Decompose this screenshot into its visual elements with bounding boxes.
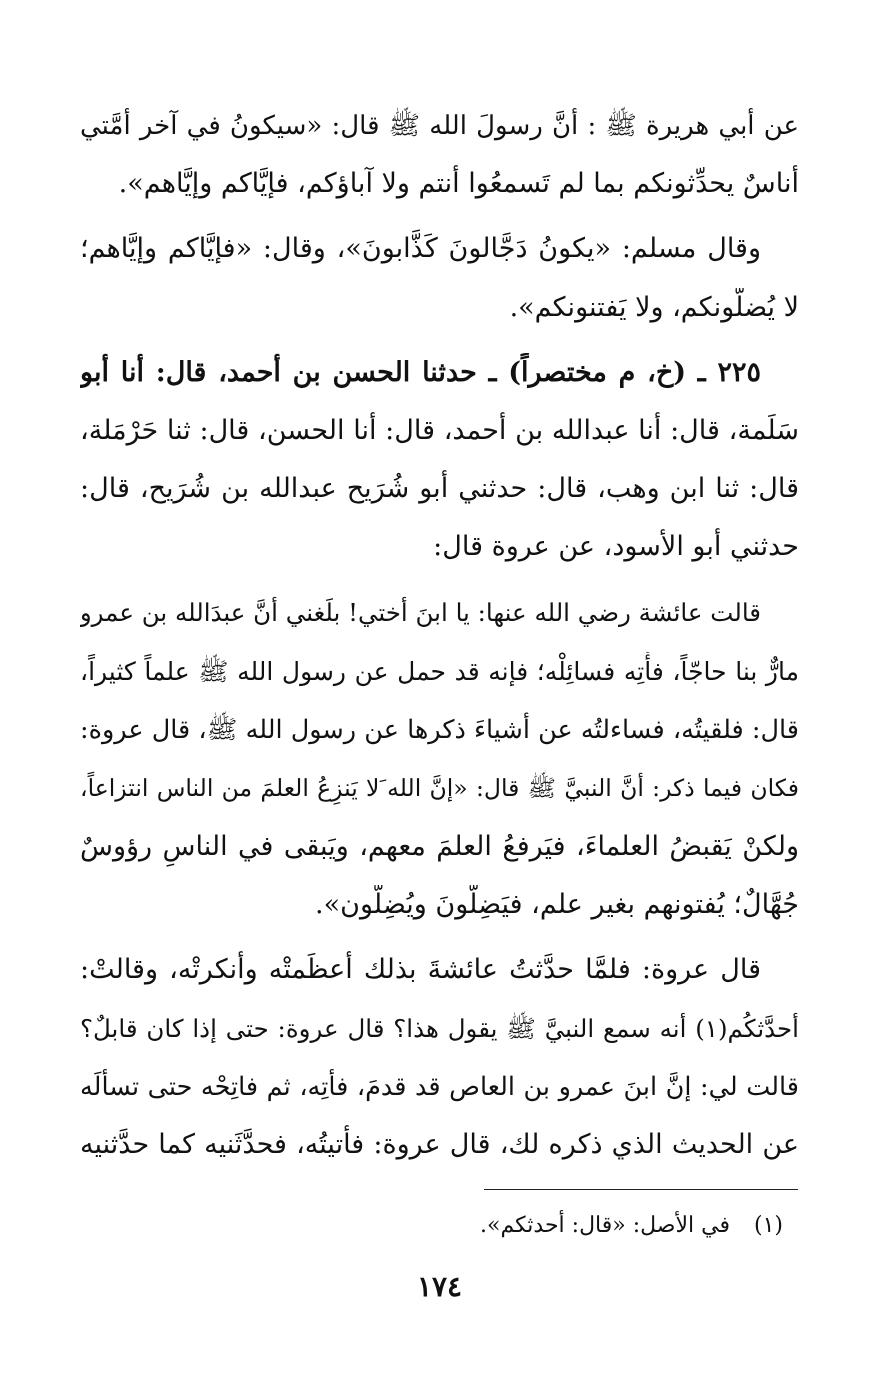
body-line: جُهَّالٌ؛ يُفتونهم بغير علم، فيَضِلُّونَ ويُضِلُّون».	[315, 889, 799, 920]
body-line: عن أبي هريرة ﷺ : أنَّ رسولَ الله ﷺ قال: «سيكونُ في آخر أمَّتي	[80, 111, 799, 141]
footnote-text: في الأصل: «قال: أحدثكم».	[480, 1213, 730, 1238]
body-line: فكان فيما ذكر: أنَّ النبيَّ ﷺ قال: «إنَّ الله َلا يَنزِعُ العلمَ من الناس انتزاعاً،	[80, 774, 799, 802]
body-line: أحدَّثكُم(١) أنه سمع النبيَّ ﷺ يقول هذا؟ قال عروة: حتى إذا كان قابلٌ؟	[80, 1014, 799, 1043]
body-line: عن الحديث الذي ذكره لك، قال عروة: فأتيتُه، فحدَّثَنيه كما حدَّثنيه	[80, 1129, 799, 1160]
footnote-marker: (١)	[753, 1213, 783, 1238]
body-line: مارٌّ بنا حاجّاً، فأْتِه فسائِلْه؛ فإنه قد حمل عن رسول الله ﷺ علماً كثيراً،	[80, 657, 799, 686]
footnote-divider	[484, 1189, 798, 1190]
body-line: قالت لي: إنَّ ابنَ عمرو بن العاص قد قدمَ، فأْتِه، ثم فاتِحْه حتى تسألَه	[80, 1072, 799, 1102]
body-line: ولكنْ يَقبضُ العلماءَ، فيَرفعُ العلمَ معهم، ويَبقى في الناسِ رؤوسٌ	[80, 831, 799, 862]
body-line: قالت عائشة رضي الله عنها: يا ابنَ أختي! بلَغني أنَّ عبدَالله بن عمرو	[80, 598, 761, 627]
body-line: لا يُضلُّونكم، ولا يَفتنونكم».	[509, 292, 799, 323]
page-number: ١٧٤	[416, 1270, 463, 1303]
body-line: قال: ثنا ابن وهب، قال: حدثني أبو شُرَيح عبدالله بن شُرَيح، قال:	[80, 473, 799, 504]
body-line: حدثني أبو الأسود، عن عروة قال:	[433, 531, 799, 562]
body-line: قال عروة: فلمَّا حدَّثتُ عائشةَ بذلك أَعظَمتْه وأنكرتْه، وقالتْ:	[80, 954, 761, 985]
body-line: أناسٌ يحدِّثونكم بما لم تَسمعُوا أنتم ولا آباؤكم، فإيَّاكم وإيَّاهم».	[118, 168, 799, 199]
body-line: وقال مسلم: «يكونُ دَجَّالونَ كَذَّابونَ»، وقال: «فإيَّاكم وإيَّاهم؛	[80, 233, 761, 264]
hadith-heading-line: ٢٢٥ ـ (خ، م مختصراً) ـ حدثنا الحسن بن أحمد، قال: أنا أبو	[80, 357, 761, 388]
body-line: سَلَمة، قال: أنا عبدالله بن أحمد، قال: أنا الحسن، قال: ثنا حَرْمَلة،	[80, 415, 799, 446]
footnote	[480, 1209, 783, 1243]
body-line: قال: فلقيتُه، فساءلتُه عن أشياءَ ذكرها عن رسول الله ﷺ، قال عروة:	[80, 715, 799, 745]
